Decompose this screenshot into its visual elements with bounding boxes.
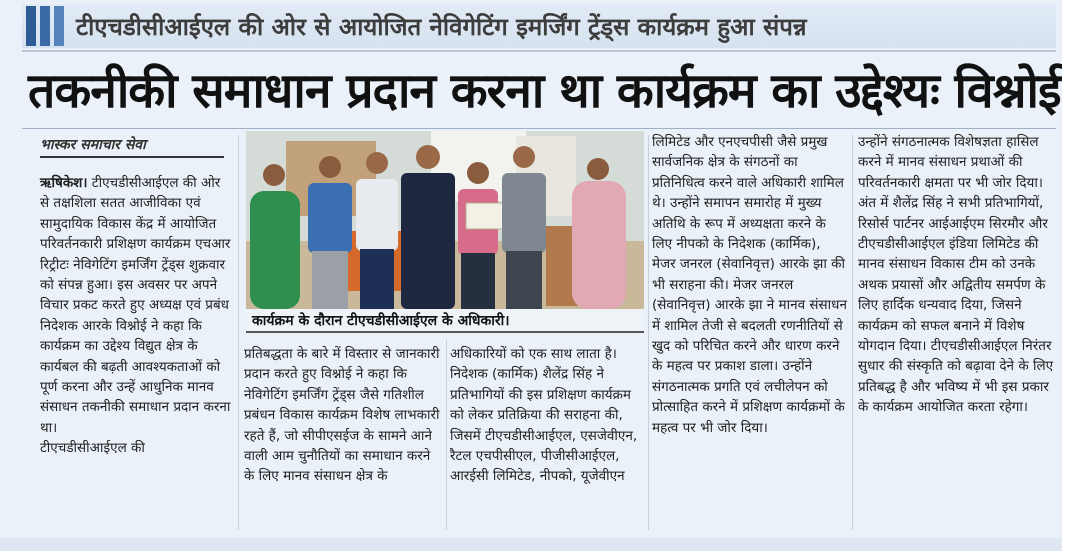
- headline: तकनीकी समाधान प्रदान करना था कार्यक्रम का उद्देश्यः विश्नोई: [28, 63, 1061, 119]
- article-column-2: प्रतिबद्धता के बारे में विस्तार से जानकारी प्रदान करते हुए विश्नोई ने कहा कि नेविगेटिंग इमर्जिंग ट्रेंड्स जैसे गतिशील प्रबंधन विकास कार्यक्रम विशेष लाभकारी रहते हैं, जो सीपीएसईज के सामने आने वाली आम चुनौतियों का समाधान करने के लिए मानव संसाधन क्षेत्र के: [244, 346, 440, 485]
- top-rule: [22, 50, 1056, 52]
- article-column-5: उन्होंने संगठनात्मक विशेषज्ञता हासिल करने में मानव संसाधन प्रथाओं की परिवर्तनकारी क्षमता पर भी जोर दिया। अंत में शैलेंद्र सिंह ने सभी प्रतिभागियों, रिसोर्स पार्टनर आईआईएम सिरमौर और टीएचडीसीआईएल इंडिया लिमिटेड की मानव संसाधन विकास टीम को उनके अथक प्रयासों और अद्वितीय समर्पण के लिए हार्दिक धन्यवाद दिया, जिसने कार्यक्रम को सफल बनाने में विशेष योगदान दिया। टीएचडीसीआईएल निरंतर सुधार की संस्कृति को बढ़ावा देने के लिए प्रतिबद्ध है और भविष्य में भी इस प्रकार के कार्यक्रम आयोजित करता रहेगा।: [858, 134, 1054, 416]
- column-divider: [238, 135, 239, 530]
- article-column-4: लिमिटेड और एनएचपीसी जैसे प्रमुख सार्वजनिक क्षेत्र के संगठनों का प्रतिनिधित्व करने वाले अधिकारी शामिल थे। उन्होंने समापन समारोह में मुख्य अतिथि के रूप में अध्यक्षता करने के लिए नीपको के निदेशक (कार्मिक), मेजर जनरल (सेवानिवृत्त) आरके झा की भी सराहना की। मेजर जनरल (सेवानिवृत्त) आरके झा ने मानव संसाधन में शामिल तेजी से बदलती रणनीतियों से खुद को परिचित करने और धारण करने के महत्व पर प्रकाश डाला। उन्होंने संगठनात्मक प्रगति एवं लचीलेपन को प्रोत्साहित करने में प्रशिक्षण कार्यक्रमों के महत्व पर भी जोर दिया।: [652, 134, 847, 436]
- page-margin: [1062, 0, 1080, 551]
- article-column-1: [40, 173, 232, 459]
- kicker-bar: [22, 4, 1056, 48]
- byline-rule: [40, 156, 224, 158]
- column-divider: [852, 135, 853, 530]
- news-photo: [246, 131, 644, 309]
- headline-rule: [22, 128, 1056, 129]
- kicker-bars-decoration: [26, 6, 64, 46]
- news-photo-illustration: [246, 131, 644, 309]
- kicker-text: टीएचडीसीआईएल की ओर से आयोजित नेविगेटिंग इमर्जिंग ट्रेंड्स कार्यक्रम हुआ संपन्न: [76, 12, 807, 41]
- photo-caption: कार्यक्रम के दौरान टीएचडीसीआईएल के अधिकारी।: [246, 309, 644, 333]
- column-divider: [446, 340, 447, 530]
- dateline: ऋषिकेश।: [40, 175, 88, 191]
- page-bottom-band: [0, 538, 1062, 551]
- byline: भास्कर समाचार सेवा: [40, 137, 146, 153]
- column-divider: [648, 135, 649, 530]
- article-column-3: अधिकारियों को एक साथ लाता है। निदेशक (कार्मिक) शैलेंद्र सिंह ने प्रतिभागियों की इस प्रशिक्षण कार्यक्रम को लेकर प्रतिक्रिया की सराहना की, जिसमें टीएचडीसीआईएल, एसजेवीएन, रैटल एचपीसीएल, पीजीसीआईएल, आरईसी लिमिटेड, नीपको, यूजेवीएन: [450, 346, 638, 485]
- article-column-1-text: टीएचडीसीआईएल की ओर से तक्षशिला सतत आजीविका एवं सामुदायिक विकास केंद्र में आयोजित परिवर्तनकारी प्रशिक्षण कार्यक्रम एचआर रिट्रीटः नेविगेटिंग इमर्जिंग ट्रेंड्स शुक्रवार को संपन्न हुआ। इस अवसर पर अपने विचार प्रकट करते हुए अध्यक्ष एवं प्रबंध निदेशक आरके विश्नोई ने कहा कि कार्यक्रम का उद्देश्य विद्युत क्षेत्र के कार्यबल की बढ़ती आवश्यकताओं को पूर्ण करना और उन्हें आधुनिक मानव संसाधन तकनीकी समाधान प्रदान करना था। टीएचडीसीआईएल की: [40, 175, 231, 457]
